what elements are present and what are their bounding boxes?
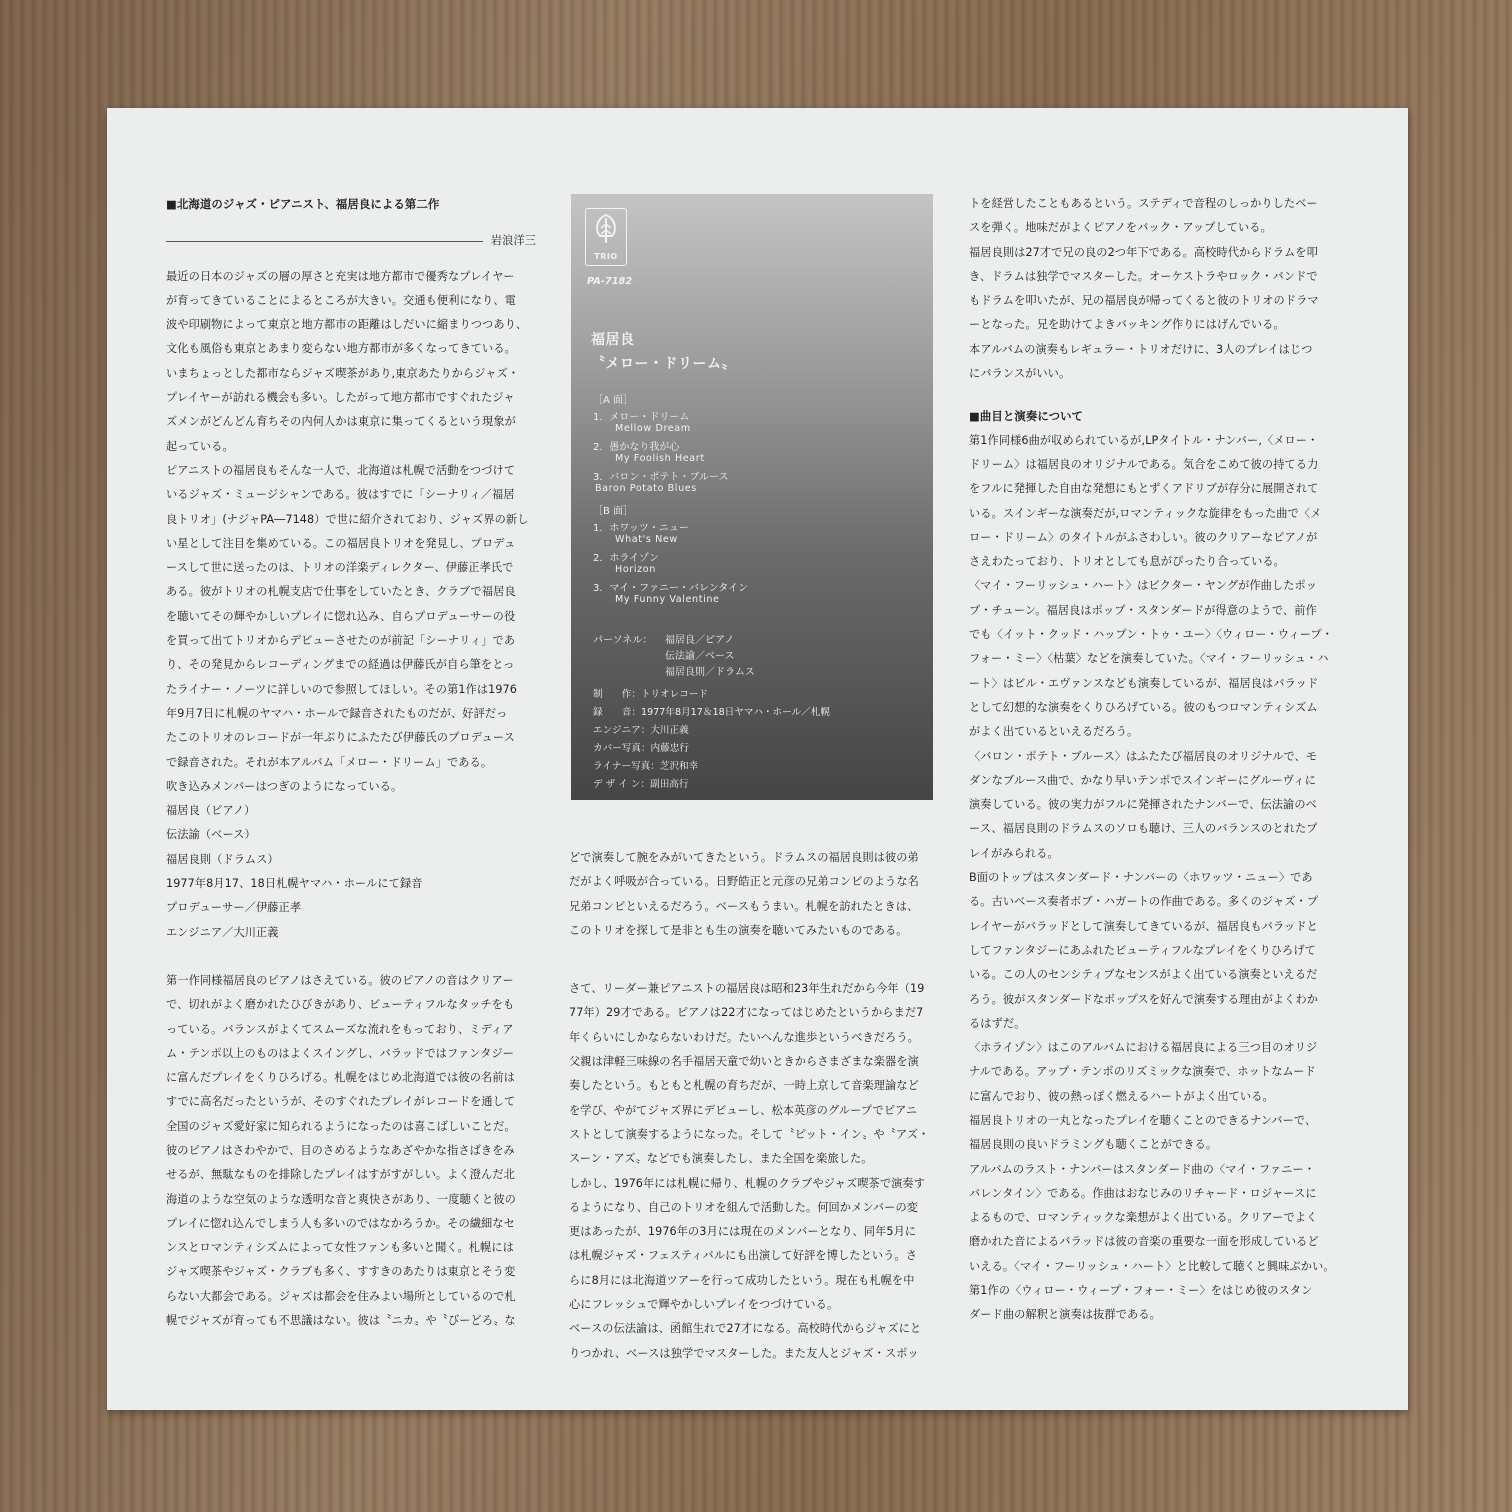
text-line: を学び、やがてジャズ界にデビューし、松本英彦のグループでピアニ <box>569 1103 918 1117</box>
text-line: で、切れがよく磨かれたひびきがあり、ビューティフルなタッチをも <box>166 998 515 1012</box>
trio-logo <box>585 208 627 266</box>
album-info-panel <box>571 194 933 800</box>
text-line: すでに高名だったというが、そのすぐれたプレイがレコードを通して <box>166 1095 516 1109</box>
text-line: 良トリオ」(ナジャPA―7148）で世に紹介されており、ジャズ界の新し <box>166 512 529 526</box>
text-line: でも〈イット・クッド・ハップン・トゥ・ユー〉〈ウィロー・ウィープ・ <box>969 628 1334 642</box>
text-line: 幌でジャズが育っても不思議はない。彼は〝ニカ〟や〝びーどろ〟な <box>166 1314 516 1328</box>
text-line: ピアニストの福居良もそんな一人で、北海道は札幌で活動をつづけて <box>166 463 516 477</box>
text-line: ろう。彼がスタンダードなポップスを好んで演奏する理由がよくわか <box>969 992 1319 1006</box>
text-line: き、ドラムは独学でマスターした。オーケストラやロック・バンドで <box>969 269 1318 283</box>
personnel-label: パーソネル： <box>593 635 653 646</box>
text-line: らない大都会である。ジャズは都会を住みよい場所としているので札 <box>166 1289 516 1303</box>
text-line: してファンタジーにあふれたビューティフルなプレイをくりひろげて <box>969 943 1316 957</box>
left-paragraph-2 <box>166 969 536 1333</box>
text-line: がよく出ているといえるだろう。 <box>969 725 1139 739</box>
text-line: よるもので、ロマンティックな楽想がよく出ている。クリアーでよく <box>969 1211 1318 1225</box>
text-line: どで演奏して腕をみがいてきたという。ドラムスの福居良則は彼の弟 <box>569 851 919 864</box>
text-line: ベースの伝法諭は、函館生れで27才になる。高校時代からジャズにと <box>569 1322 922 1336</box>
track-a3: 3．バロン・ポテト・ブルース <box>593 472 729 483</box>
text-line: プレイヤーが訪れる機会も多い。したがって地方都市ですぐれたジャ <box>166 391 515 405</box>
text-line: 〈バロン・ポテト・ブルース〉はふたたび福居良のオリジナルで、モ <box>969 749 1318 763</box>
text-line: 更はあったが、1976年の3月には現在のメンバーとなり、同年5月に <box>569 1225 917 1239</box>
text-line: るようになり、自己のトリオを組んで活動した。何回かメンバーの変 <box>569 1200 919 1214</box>
text-line: 福居良則は27才で兄の良の2つ年下である。高校時代からドラムを叩 <box>969 245 1318 259</box>
text-line: 福居良トリオの一丸となったプレイを聴くことのできるナンバーで、 <box>969 1113 1317 1127</box>
text-line: い星として注目を集めている。この福居良トリオを発見し、プロデュ <box>166 536 516 550</box>
text-line: ム・テンポ以上のものはよくスイングし、バラッドではファンタジー <box>166 1046 515 1060</box>
liner-notes-sheet <box>107 108 1408 1410</box>
text-line: ート〉はビル・エヴァンスなども演奏しているが、福居良はバラッド <box>969 676 1319 690</box>
text-line: 磨かれた音によるバラッドは彼の音楽の重要な一面を形成しているど <box>969 1235 1319 1249</box>
text-line: もドラムを叩いたが、兄の福居良が帰ってくると彼のトリオのドラマ <box>969 294 1319 308</box>
text-line: いえる。〈マイ・フーリッシュ・ハート〉と比較して聴くと興味ぶかい。 <box>969 1259 1335 1273</box>
text-line: レイヤーがバラッドとして演奏してきているが、福居良もバラッドと <box>969 919 1318 933</box>
mid-paragraph-1 <box>569 846 939 943</box>
text-line: アルバムのラスト・ナンバーはスタンダード曲の〈マイ・ファニー・ <box>969 1162 1316 1176</box>
text-line: フォー・ミー〉〈枯葉〉などを演奏していた。〈マイ・フーリッシュ・ハ <box>969 652 1329 666</box>
text-line: にバランスがいい。 <box>969 367 1071 381</box>
text-line: らに8月には北海道ツアーを行って成功したという。現在も札幌を中 <box>569 1273 915 1287</box>
track-b3-en: My Funny Valentine <box>615 594 720 605</box>
text-line: いまちょっとした都市ならジャズ喫茶があり,東京あたりからジャズ・ <box>166 366 520 380</box>
logo-text: TRIO <box>594 252 618 261</box>
text-line: 心にフレッシュで輝やかしいプレイをつづけている。 <box>569 1298 839 1312</box>
track-a3-en: Baron Potato Blues <box>595 483 697 494</box>
text-line: いるジャズ・ミュージシャンである。彼はすでに「シーナリィ／福居 <box>166 488 515 502</box>
track-b1: 1．ホワッツ・ニュー <box>593 523 689 534</box>
text-line: スを弾く。地味だがよくピアノをバック・アップしている。 <box>969 221 1272 235</box>
text-line: さて、リーダー兼ピアニストの福居良は昭和23年生れだから今年（19 <box>569 982 925 996</box>
text-line: に富んでおり、彼の熱っぽく燃えるハートがよく出ている。 <box>969 1089 1274 1103</box>
track-b2-en: Horizon <box>615 564 656 575</box>
section-heading-tracks: ■曲目と演奏について <box>969 409 1084 424</box>
text-line: ースして世に送ったのは、トリオの洋楽ディレクター、伊藤正孝氏で <box>166 561 514 575</box>
personnel-3: 福居良則／ドラムス <box>665 667 755 678</box>
text-line: 兄弟コンビといえるだろう。ベースもうまい。札幌を訪れたときは、 <box>569 899 919 913</box>
track-a1: 1．メロー・ドリーム <box>593 412 690 423</box>
text-line: 〈ホライゾン〉はこのアルバムにおける福居良による三つ目のオリジ <box>969 1041 1318 1055</box>
text-line: ロー・ドリーム〉のタイトルがふさわしい。彼のクリアーなピアノが <box>969 530 1318 544</box>
text-line: ンスとロマンティシズムによって女性ファンも多いと聞く。札幌には <box>166 1241 514 1255</box>
leaf-icon <box>586 209 626 249</box>
middle-column <box>569 846 939 1366</box>
text-line: 波や印刷物によって東京と地方都市の距離はしだいに縮まりつつあり、 <box>166 318 528 332</box>
text-line: いる。スインギーな演奏だが,ロマンティックな旋律をもった曲で〈メ <box>969 506 1322 520</box>
text-line: ーとなった。兄を助けてよきバッキング作りにはげんでいる。 <box>969 318 1285 332</box>
text-line: る。古いベース奏者ボブ・ハガートの作曲である。多くのジャズ・プ <box>969 895 1319 909</box>
text-line: スーン・アズ〟などでも演奏したし、また全国を楽旅した。 <box>569 1152 873 1166</box>
byline-rule <box>166 241 483 242</box>
left-column <box>166 192 536 1333</box>
right-column <box>969 192 1341 1328</box>
byline-author: 岩浪洋三 <box>490 234 536 248</box>
text-line: 彼のピアノはさわやかで、目のさめるようなあざやかな指さばきをみ <box>166 1143 515 1157</box>
text-line: プレイに惚れ込んでしまう人も多いのではなかろうか。その繊細なセ <box>166 1216 515 1230</box>
text-line: さえわたっており、トリオとしても息がぴったり合っている。 <box>969 555 1285 569</box>
text-line: 最近の日本のジャズの層の厚さと充実は地方都市で優秀なプレイヤー <box>166 269 515 283</box>
text-line: をフルに発揮した自由な発想にもとずくアドリブが存分に展開されて <box>969 482 1319 496</box>
text-line: たライナー・ノーツに詳しいので参照してほしい。その第1作は1976 <box>166 682 518 696</box>
text-line: 年9月7日に札幌のヤマハ・ホールで録音されたものだが、好評だっ <box>166 706 508 720</box>
text-line: 全国のジャズ愛好家に知られるようになったのは喜こばしいことだ。 <box>166 1119 516 1133</box>
catalog-number: PA-7182 <box>587 276 633 287</box>
text-line: 吹き込みメンバーはつぎのようになっている。 <box>166 779 403 793</box>
text-line: ドリーム〉は福居良のオリジナルである。気合をこめて彼の持てる力 <box>969 457 1319 471</box>
text-line: は札幌ジャズ・フェスティバルにも出演して好評を博したという。さ <box>569 1249 918 1263</box>
text-line: プロデューサー／伊藤正孝 <box>166 901 302 915</box>
text-line: が育ってきていることによるところが大きい。交通も便利になり、電 <box>166 293 516 307</box>
text-line: るはずだ。 <box>969 1016 1026 1030</box>
text-line: せるが、無駄なものを排除したプレイはすがすがしい。よく澄んだ北 <box>166 1168 515 1182</box>
text-line: ース、福居良則のドラムスのソロも聴け、三人のバランスのとれたプ <box>969 822 1318 836</box>
text-line: 本アルバムの演奏もレギュラー・トリオだけに、3人のプレイはじつ <box>969 342 1313 356</box>
track-a2-en: My Foolish Heart <box>615 453 705 464</box>
mid-paragraph-2 <box>569 977 939 1366</box>
text-line: 伝法諭（ベース） <box>166 828 256 842</box>
text-line: ナルである。アップ・テンポのリズミックな演奏で、ホットなムード <box>969 1065 1316 1079</box>
text-line: レイがみられる。 <box>969 846 1059 860</box>
text-line: 父親は津軽三味線の名手福居天童で幼いときからさまざまな楽器を演 <box>569 1055 919 1069</box>
text-line: ダンなブルース曲で、かなり早いテンポでスインギーにグルーヴィに <box>969 773 1317 787</box>
text-line: ある。彼がトリオの札幌支店で仕事をしていたとき、クラブで福居良 <box>166 585 516 599</box>
text-line: ズメンがどんどん育ちその内何人かは東京に集ってくるという現象が <box>166 415 516 429</box>
text-line: 1977年8月17、18日札幌ヤマハ・ホールにて録音 <box>166 877 423 891</box>
text-line: 第一作同様福居良のピアノはさえている。彼のピアノの音はクリアー <box>166 973 514 987</box>
text-line: たこのトリオのレコードが一年ぶりにふたたび伊藤氏のプロデュース <box>166 731 515 745</box>
track-b3: 3．マイ・ファニー・バレンタイン <box>593 583 749 594</box>
side-a-label: ［A 面］ <box>593 395 634 406</box>
byline-row <box>166 229 536 253</box>
text-line: バレンタイン〉である。作曲はおなじみのリチャード・ロジャースに <box>969 1186 1317 1200</box>
text-line: ジャズ喫茶やジャズ・クラブも多く、すすきのあたりは東京とそう変 <box>166 1265 516 1279</box>
artist-name: 福居良 <box>591 332 635 348</box>
text-line: 第1作の〈ウィロー・ウィープ・フォー・ミー〉をはじめ彼のスタン <box>969 1284 1313 1298</box>
text-line: 77年）29才である。ピアノは22才になってはじめたというからまだ7 <box>569 1006 924 1020</box>
text-line: りつかれ、ベースは独学でマスターした。また友人とジャズ・スポッ <box>569 1346 919 1360</box>
track-b2: 2．ホライゾン <box>593 553 660 564</box>
text-line: ストとして演奏するようになった。そして〝ピット・イン〟や〝アズ・ <box>569 1127 930 1141</box>
right-paragraph-2 <box>969 429 1341 1328</box>
text-line: っている。バランスがよくてスムーズな流れをもっており、ミディア <box>166 1022 514 1036</box>
paragraph-gap <box>166 945 536 969</box>
text-line: 第1作同様6曲が収められているが,LPタイトル・ナンバー,〈メロー・ <box>969 433 1319 447</box>
text-line: 福居良則（ドラムス） <box>166 852 279 866</box>
text-line: 演奏している。彼の実力がフルに発揮されたナンバーで、伝法諭のベ <box>969 798 1317 812</box>
text-line: ダード曲の解釈と演奏は抜群である。 <box>969 1308 1161 1322</box>
credit-production: 制 作：トリオレコード <box>593 689 709 700</box>
article-heading: ■北海道のジャズ・ピアニスト、福居良による第二作 <box>166 197 440 211</box>
credit-engineer: エンジニア：大川正義 <box>593 725 689 736</box>
text-line: り、その発見からレコーディングまでの経過は伊藤氏が自ら筆をとっ <box>166 658 515 672</box>
text-line: このトリオを探して是非とも生の演奏を聴いてみたいものである。 <box>569 923 908 937</box>
text-line: エンジニア／大川正義 <box>166 925 279 939</box>
paragraph-gap <box>569 943 939 977</box>
text-line: だがよく呼吸が合っている。日野皓正と元彦の兄弟コンビのような名 <box>569 875 919 889</box>
track-b1-en: What's New <box>615 534 678 545</box>
text-line: B面のトップはスタンダード・ナンバーの〈ホワッツ・ニュー〉であ <box>969 871 1313 885</box>
album-title: 〝メロー・ドリーム〟 <box>591 356 736 372</box>
left-paragraph-1 <box>166 265 536 945</box>
text-line: 文化も風俗も東京とあまり変らない地方都市が多くなってきている。 <box>166 342 516 356</box>
credit-design: デ ザ イ ン：副田高行 <box>593 779 689 790</box>
text-line: しかし、1976年には札幌に帰り、札幌のクラブやジャズ喫茶で演奏す <box>569 1176 925 1190</box>
credit-recording: 録 音：1977年8月17＆18日ヤマハ・ホール／札幌 <box>593 707 830 718</box>
track-a2: 2．愚かなり我が心 <box>593 442 680 453</box>
text-line: 福居良（ピアノ） <box>166 804 256 818</box>
right-paragraph-1 <box>969 192 1341 386</box>
text-line: 海道のような空気のような透明な音と爽快さがあり、一度聴くと彼の <box>166 1192 516 1206</box>
credit-liner-photo: ライナー写真：芝沢和幸 <box>593 761 699 772</box>
text-line: に富んだプレイをくりひろげる。札幌をはじめ北海道では彼の名前は <box>166 1071 515 1085</box>
text-line: プ・チューン。福居良はポップ・スタンダードが得意のようで、前作 <box>969 603 1317 617</box>
text-line: トを経営したこともあるという。ステディで音程のしっかりしたベー <box>969 197 1318 210</box>
credit-cover-photo: カバー写真：内藤忠行 <box>593 743 689 754</box>
text-line: を聴いてその輝やかしいプレイに惚れ込み、自らプロデューサーの役 <box>166 609 516 623</box>
side-b-label: ［B 面］ <box>593 506 634 517</box>
text-line: 起っている。 <box>166 439 234 453</box>
text-line: として幻想的な演奏をくりひろげている。彼のもつロマンティシズム <box>969 700 1318 714</box>
text-line: 年くらいにしかならないわけだ。たいへんな進歩というべきだろう。 <box>569 1030 919 1044</box>
text-line: 〈マイ・フーリッシュ・ハート〉はビクター・ヤングが作曲したポッ <box>969 579 1318 593</box>
text-line: で録音された。それが本アルバム「メロー・ドリーム」である。 <box>166 755 493 769</box>
personnel-1: 福居良／ピアノ <box>665 635 735 646</box>
personnel-2: 伝法諭／ベース <box>665 651 735 662</box>
paragraph-gap <box>969 386 1341 404</box>
text-line: 福居良則の良いドラミングも聴くことができる。 <box>969 1138 1218 1152</box>
track-a1-en: Mellow Dream <box>615 423 691 434</box>
text-line: 奏したという。もともと札幌の育ちだが、一時上京して音楽理論など <box>569 1079 919 1093</box>
text-line: いる。この人のセンシティブなセンスがよく出ている演奏といえるだ <box>969 968 1318 982</box>
text-line: を買って出てトリオからデビューさせたのが前記「シーナリィ」であ <box>166 634 516 648</box>
